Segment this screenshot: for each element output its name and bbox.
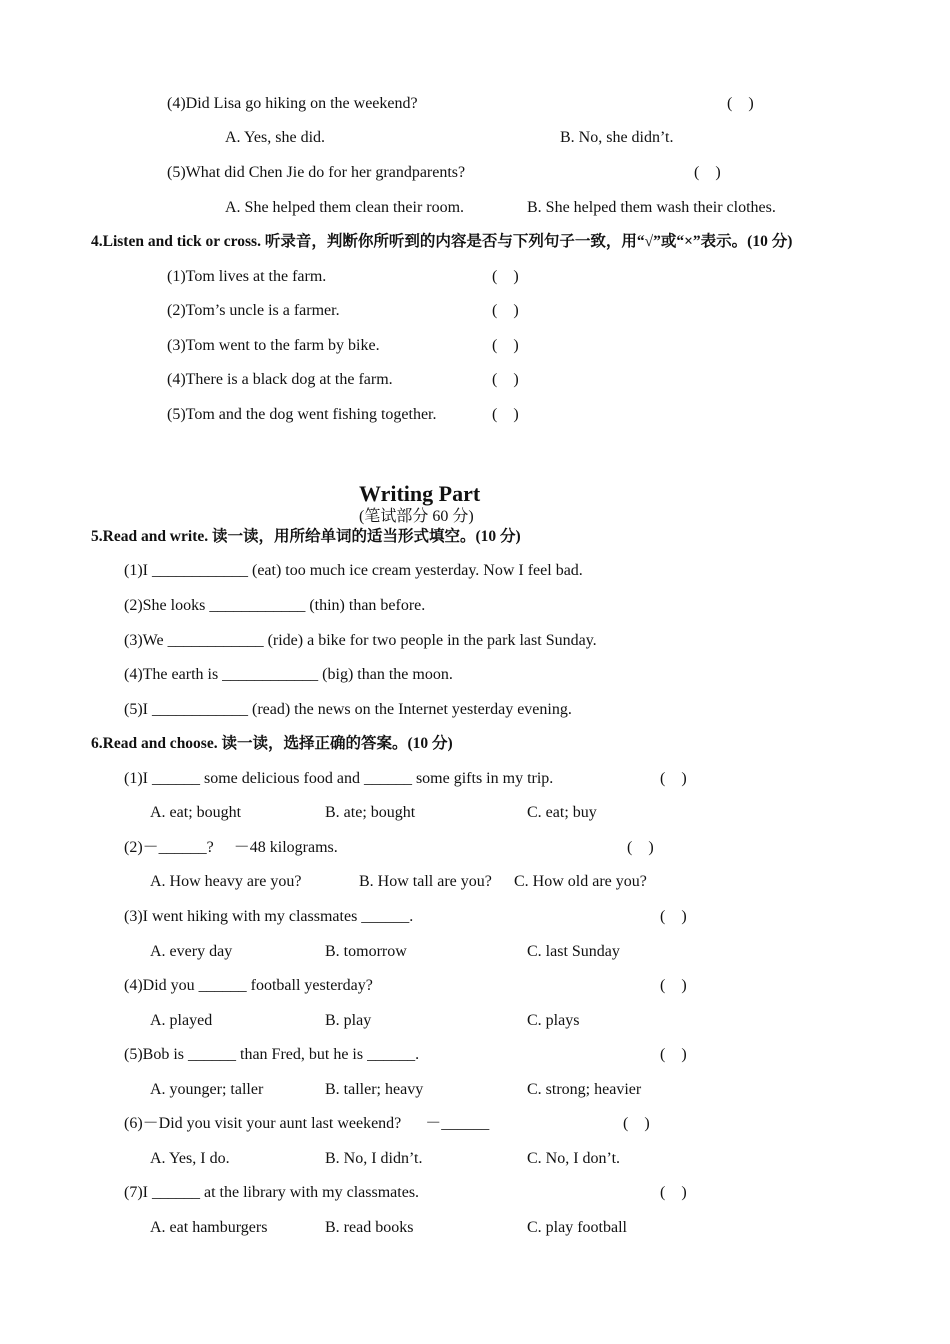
q6-item-4-text: (4)Did you ______ football yesterday?: [124, 977, 373, 994]
q6-item-4-option-a[interactable]: A. played: [150, 1012, 213, 1029]
q5-item-3[interactable]: (3)We ____________ (ride) a bike for two people in the park last Sunday.: [124, 632, 597, 649]
q3-item-5-option-b[interactable]: B. She helped them wash their clothes.: [527, 199, 776, 216]
q4-item-2-text: (2)Tom’s uncle is a farmer.: [167, 302, 340, 319]
q6-item-6-bracket[interactable]: ( ): [623, 1115, 650, 1132]
q4-title: 4.Listen and tick or cross. 听录音，判断你所听到的内容是否与下列句子一致，用“√”或“×”表示。(10 分): [91, 233, 793, 250]
q6-item-2-option-a[interactable]: A. How heavy are you?: [150, 873, 302, 890]
q4-item-1-text: (1)Tom lives at the farm.: [167, 268, 327, 285]
q5-item-5[interactable]: (5)I ____________ (read) the news on the Internet yesterday evening.: [124, 701, 572, 718]
q6-item-1-option-a[interactable]: A. eat; bought: [150, 804, 242, 821]
q6-item-7-text: (7)I ______ at the library with my classmates.: [124, 1184, 420, 1201]
q4-item-3-text: (3)Tom went to the farm by bike.: [167, 337, 380, 354]
q6-item-6-text: (6)－Did you visit your aunt last weekend? －______: [124, 1115, 490, 1132]
q6-item-6-option-c[interactable]: C. No, I don’t.: [527, 1150, 621, 1167]
q3-item-5-text: (5)What did Chen Jie do for her grandparents?: [167, 164, 466, 181]
q4-item-1-bracket[interactable]: ( ): [492, 268, 519, 285]
q4-item-5-text: (5)Tom and the dog went fishing together.: [167, 406, 437, 423]
q5-title: 5.Read and write. 读一读，用所给单词的适当形式填空。(10 分): [91, 528, 521, 545]
q4-item-4-bracket[interactable]: ( ): [492, 371, 519, 388]
q6-item-7-option-b[interactable]: B. read books: [325, 1219, 414, 1236]
writing-part-note: (笔试部分 60 分): [359, 508, 474, 525]
q6-item-6-option-b[interactable]: B. No, I didn’t.: [325, 1150, 423, 1167]
q3-item-5-bracket[interactable]: ( ): [694, 164, 721, 181]
q6-item-1-option-b[interactable]: B. ate; bought: [325, 804, 416, 821]
q6-item-5-option-b[interactable]: B. taller; heavy: [325, 1081, 424, 1098]
q6-item-1-option-c[interactable]: C. eat; buy: [527, 804, 597, 821]
q4-item-3-bracket[interactable]: ( ): [492, 337, 519, 354]
q6-item-3-option-b[interactable]: B. tomorrow: [325, 943, 407, 960]
q6-item-7-bracket[interactable]: ( ): [660, 1184, 687, 1201]
q6-item-2-text: (2)－______? －48 kilograms.: [124, 839, 338, 856]
q6-item-5-bracket[interactable]: ( ): [660, 1046, 687, 1063]
q6-item-1-text: (1)I ______ some delicious food and ______ some gifts in my trip.: [124, 770, 554, 787]
q6-item-3-text: (3)I went hiking with my classmates ______.: [124, 908, 414, 925]
q4-item-4-text: (4)There is a black dog at the farm.: [167, 371, 393, 388]
q5-item-2[interactable]: (2)She looks ____________ (thin) than before.: [124, 597, 426, 614]
q6-item-5-option-a[interactable]: A. younger; taller: [150, 1081, 264, 1098]
q3-item-4-option-b[interactable]: B. No, she didn’t.: [560, 129, 674, 146]
writing-part-heading: [351, 461, 480, 527]
q5-item-1[interactable]: (1)I ____________ (eat) too much ice cream yesterday. Now I feel bad.: [124, 562, 583, 579]
q6-title: 6.Read and choose. 读一读，选择正确的答案。(10 分): [91, 735, 453, 752]
q6-item-1-bracket[interactable]: ( ): [660, 770, 687, 787]
writing-part-title: Writing Part: [359, 481, 481, 506]
q3-item-4-text: (4)Did Lisa go hiking on the weekend?: [167, 95, 418, 112]
q6-item-5-text: (5)Bob is ______ than Fred, but he is ______.: [124, 1046, 420, 1063]
q6-item-2-bracket[interactable]: ( ): [627, 839, 654, 856]
q6-item-2-option-c[interactable]: C. How old are you?: [514, 873, 647, 890]
q5-item-4[interactable]: (4)The earth is ____________ (big) than the moon.: [124, 666, 453, 683]
q6-item-3-bracket[interactable]: ( ): [660, 908, 687, 925]
q6-item-4-option-b[interactable]: B. play: [325, 1012, 372, 1029]
q6-item-2-option-b[interactable]: B. How tall are you?: [359, 873, 492, 890]
q6-item-3-option-c[interactable]: C. last Sunday: [527, 943, 620, 960]
q4-item-5-bracket[interactable]: ( ): [492, 406, 519, 423]
q4-item-2-bracket[interactable]: ( ): [492, 302, 519, 319]
q6-item-5-option-c[interactable]: C. strong; heavier: [527, 1081, 642, 1098]
q3-item-4-bracket[interactable]: ( ): [727, 95, 754, 112]
q6-item-7-option-c[interactable]: C. play football: [527, 1219, 627, 1236]
q6-item-6-option-a[interactable]: A. Yes, I do.: [150, 1150, 230, 1167]
q6-item-4-option-c[interactable]: C. plays: [527, 1012, 580, 1029]
q3-item-4-option-a[interactable]: A. Yes, she did.: [225, 129, 326, 146]
q6-item-7-option-a[interactable]: A. eat hamburgers: [150, 1219, 268, 1236]
q6-item-4-bracket[interactable]: ( ): [660, 977, 687, 994]
q6-item-3-option-a[interactable]: A. every day: [150, 943, 233, 960]
q3-item-5-option-a[interactable]: A. She helped them clean their room.: [225, 199, 465, 216]
